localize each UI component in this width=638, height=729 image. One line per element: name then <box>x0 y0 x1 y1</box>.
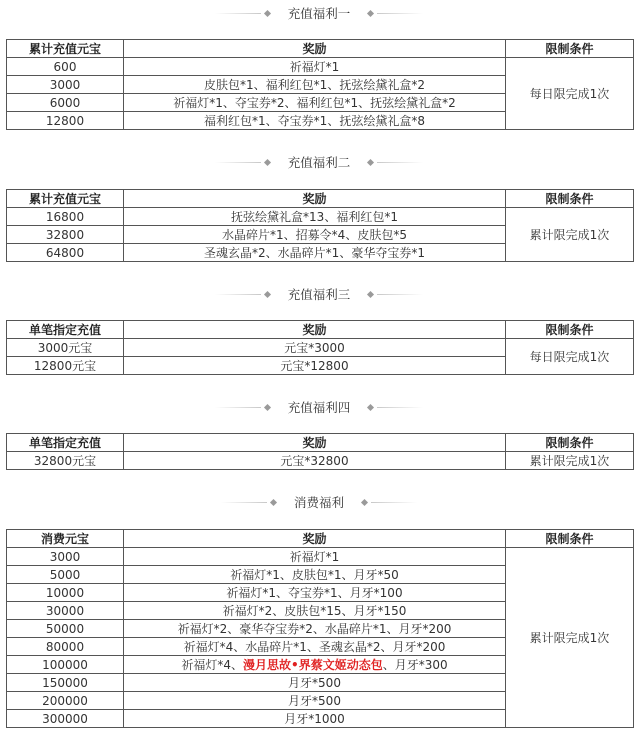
reward-text: 祈福灯*4、 <box>181 657 244 672</box>
divider-right <box>364 292 423 297</box>
header-reward: 奖励 <box>124 434 506 452</box>
reward-cell: 祈福灯*1 <box>124 58 506 76</box>
diamond-icon <box>367 290 374 297</box>
diamond-icon <box>264 9 271 16</box>
table-header-row <box>7 434 634 452</box>
reward-cell: 元宝*3000 <box>124 339 506 357</box>
section-5-table <box>6 529 634 728</box>
amount-cell: 10000 <box>7 584 124 602</box>
amount-cell: 16800 <box>7 208 124 226</box>
reward-cell: 月牙*500 <box>124 692 506 710</box>
section-4-title <box>0 397 638 417</box>
section-4-table <box>6 433 634 470</box>
header-reward: 奖励 <box>124 530 506 548</box>
divider-left <box>215 405 274 410</box>
divider-left <box>221 500 280 505</box>
reward-cell: 月牙*500 <box>124 674 506 692</box>
section-5-title <box>0 492 638 512</box>
limit-cell: 累计限完成1次 <box>506 548 634 728</box>
section-title-text: 消费福利 <box>293 495 344 510</box>
reward-cell: 祈福灯*4、水晶碎片*1、圣魂玄晶*2、月牙*200 <box>124 638 506 656</box>
header-reward: 奖励 <box>124 40 506 58</box>
table-row <box>7 548 634 566</box>
limit-cell: 每日限完成1次 <box>506 58 634 130</box>
reward-text: 、月牙*300 <box>382 657 448 672</box>
amount-cell: 150000 <box>7 674 124 692</box>
diamond-icon <box>264 290 271 297</box>
amount-cell: 50000 <box>7 620 124 638</box>
header-amount: 单笔指定充值 <box>7 321 124 339</box>
divider-right <box>364 405 423 410</box>
table-row <box>7 208 634 226</box>
amount-cell: 100000 <box>7 656 124 674</box>
reward-cell: 祈福灯*1、夺宝券*1、月牙*100 <box>124 584 506 602</box>
header-amount: 消费元宝 <box>7 530 124 548</box>
reward-cell <box>124 656 506 674</box>
divider-left <box>215 292 274 297</box>
amount-cell: 64800 <box>7 244 124 262</box>
amount-cell: 300000 <box>7 710 124 728</box>
table-header-row <box>7 40 634 58</box>
amount-cell: 3000元宝 <box>7 339 124 357</box>
section-title-text: 充值福利四 <box>287 400 351 415</box>
amount-cell: 600 <box>7 58 124 76</box>
amount-cell: 3000 <box>7 548 124 566</box>
reward-cell: 祈福灯*1、皮肤包*1、月牙*50 <box>124 566 506 584</box>
diamond-icon <box>270 498 277 505</box>
diamond-icon <box>367 9 374 16</box>
section-2-title <box>0 152 638 172</box>
section-title-text: 充值福利一 <box>287 6 351 21</box>
amount-cell: 6000 <box>7 94 124 112</box>
highlighted-reward: 漫月思故•界蔡文姬动态包 <box>243 657 383 672</box>
divider-left <box>215 160 274 165</box>
reward-cell: 祈福灯*1 <box>124 548 506 566</box>
header-limit: 限制条件 <box>506 321 634 339</box>
section-title-text: 充值福利二 <box>287 155 351 170</box>
reward-cell: 月牙*1000 <box>124 710 506 728</box>
reward-cell: 抚弦绘黛礼盒*13、福利红包*1 <box>124 208 506 226</box>
table-header-row <box>7 321 634 339</box>
limit-cell: 累计限完成1次 <box>506 452 634 470</box>
reward-cell: 福利红包*1、夺宝券*1、抚弦绘黛礼盒*8 <box>124 112 506 130</box>
table-header-row <box>7 190 634 208</box>
reward-cell: 圣魂玄晶*2、水晶碎片*1、豪华夺宝券*1 <box>124 244 506 262</box>
header-amount: 累计充值元宝 <box>7 40 124 58</box>
section-title-text: 充值福利三 <box>287 287 351 302</box>
amount-cell: 5000 <box>7 566 124 584</box>
table-row <box>7 452 634 470</box>
header-limit: 限制条件 <box>506 530 634 548</box>
amount-cell: 12800元宝 <box>7 357 124 375</box>
reward-cell: 祈福灯*2、豪华夺宝券*2、水晶碎片*1、月牙*200 <box>124 620 506 638</box>
reward-cell: 元宝*32800 <box>124 452 506 470</box>
header-limit: 限制条件 <box>506 40 634 58</box>
divider-right <box>364 160 423 165</box>
amount-cell: 200000 <box>7 692 124 710</box>
reward-cell: 皮肤包*1、福利红包*1、抚弦绘黛礼盒*2 <box>124 76 506 94</box>
diamond-icon <box>367 158 374 165</box>
header-amount: 单笔指定充值 <box>7 434 124 452</box>
reward-cell: 祈福灯*2、皮肤包*15、月牙*150 <box>124 602 506 620</box>
diamond-icon <box>361 498 368 505</box>
diamond-icon <box>264 158 271 165</box>
amount-cell: 30000 <box>7 602 124 620</box>
section-1-table <box>6 39 634 130</box>
table-row <box>7 339 634 357</box>
section-3-table <box>6 320 634 375</box>
amount-cell: 32800 <box>7 226 124 244</box>
header-amount: 累计充值元宝 <box>7 190 124 208</box>
section-2-table <box>6 189 634 262</box>
header-limit: 限制条件 <box>506 190 634 208</box>
table-header-row <box>7 530 634 548</box>
header-reward: 奖励 <box>124 190 506 208</box>
amount-cell: 12800 <box>7 112 124 130</box>
amount-cell: 3000 <box>7 76 124 94</box>
limit-cell: 累计限完成1次 <box>506 208 634 262</box>
reward-cell: 元宝*12800 <box>124 357 506 375</box>
header-limit: 限制条件 <box>506 434 634 452</box>
divider-left <box>215 11 274 16</box>
limit-cell: 每日限完成1次 <box>506 339 634 375</box>
amount-cell: 80000 <box>7 638 124 656</box>
section-1-title <box>0 3 638 23</box>
diamond-icon <box>367 403 374 410</box>
reward-cell: 祈福灯*1、夺宝券*2、福利红包*1、抚弦绘黛礼盒*2 <box>124 94 506 112</box>
header-reward: 奖励 <box>124 321 506 339</box>
amount-cell: 32800元宝 <box>7 452 124 470</box>
diamond-icon <box>264 403 271 410</box>
divider-right <box>364 11 423 16</box>
reward-cell: 水晶碎片*1、招募令*4、皮肤包*5 <box>124 226 506 244</box>
table-row <box>7 58 634 76</box>
divider-right <box>358 500 417 505</box>
section-3-title <box>0 284 638 304</box>
